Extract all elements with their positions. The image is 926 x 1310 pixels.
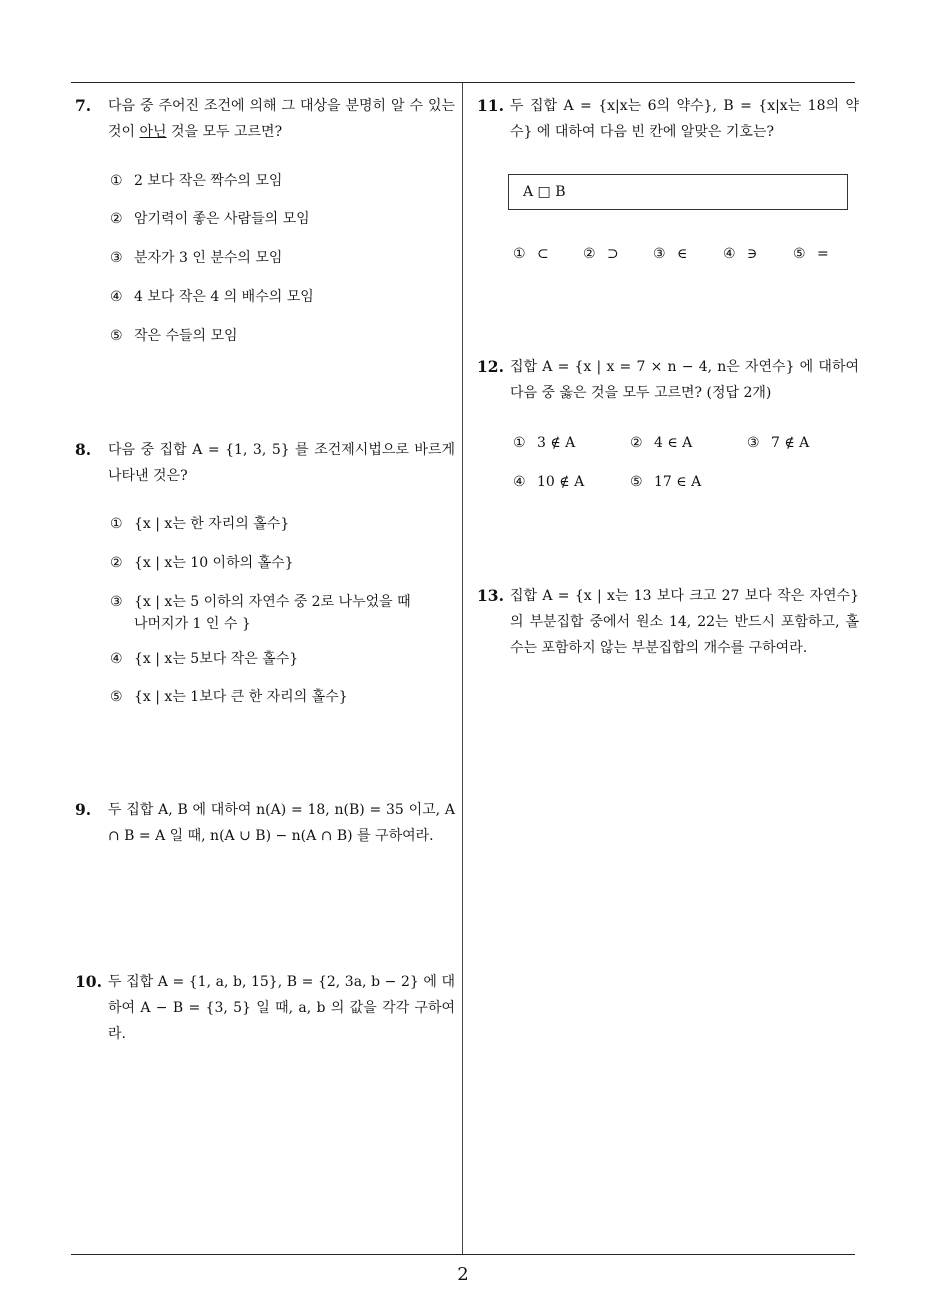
question-text: 두 집합 A, B 에 대하여 n(A) = 18, n(B) = 35 이고, A ∩ B = A 일 때, n(A ∪ B) − n(A ∩ B) 를 구하여라. [108, 802, 455, 844]
top-rule [71, 82, 855, 83]
bottom-rule [71, 1254, 855, 1255]
question-number: 12. [477, 357, 504, 376]
q8-option-2[interactable]: ② {x | x는 10 이하의 홀수} [110, 555, 294, 571]
q11-option-3[interactable]: ③ ∈ [653, 246, 688, 262]
underlined-word: 아닌 [139, 124, 167, 140]
q8-option-5[interactable]: ⑤ {x | x는 1보다 큰 한 자리의 홀수} [110, 689, 348, 705]
q8-option-4[interactable]: ④ {x | x는 5보다 작은 홀수} [110, 651, 299, 667]
question-8 [75, 437, 455, 489]
q11-option-5[interactable]: ⑤ = [793, 246, 829, 262]
q11-option-4[interactable]: ④ ∋ [723, 246, 758, 262]
question-7 [75, 93, 455, 145]
question-text: 집합 A = {x | x = 7 × n − 4, n은 자연수} 에 대하여 다음 중 옳은 것을 모두 고르면? (정답 2개) [510, 359, 859, 401]
question-number: 7. [75, 96, 92, 115]
question-9 [75, 797, 455, 849]
q12-option-4[interactable]: ④ 10 ∉ A [513, 474, 585, 490]
question-text: 두 집합 A = {x|x는 6의 약수}, B = {x|x는 18의 약수} 에 대하여 다음 빈 칸에 알맞은 기호는? [510, 98, 859, 140]
question-text: 다음 중 주어진 조건에 의해 그 대상을 분명히 알 수 있는 것이 아닌 것을 모두 고르면? [108, 98, 455, 140]
q8-option-1[interactable]: ① {x | x는 한 자리의 홀수} [110, 516, 290, 532]
question-10 [75, 969, 455, 1047]
page-number: 2 [457, 1264, 469, 1285]
question-13 [477, 583, 859, 661]
q7-option-5[interactable]: ⑤ 작은 수들의 모임 [110, 328, 238, 344]
question-number: 13. [477, 586, 504, 605]
q12-option-5[interactable]: ⑤ 17 ∈ A [630, 474, 702, 490]
question-number: 9. [75, 800, 92, 819]
q11-option-2[interactable]: ② ⊃ [583, 246, 619, 262]
question-number: 10. [75, 972, 102, 991]
column-divider [462, 83, 463, 1255]
question-text: 다음 중 집합 A = {1, 3, 5} 를 조건제시법으로 바르게 나타낸 것은? [108, 442, 455, 484]
q7-option-1[interactable]: ① 2 보다 작은 짝수의 모임 [110, 173, 283, 189]
question-text: 집합 A = {x | x는 13 보다 크고 27 보다 작은 자연수} 의 부분집합 중에서 원소 14, 22는 반드시 포함하고, 홀수는 포함하지 않는 부분집합의 개수를 구하여라. [510, 588, 859, 656]
question-text: 두 집합 A = {1, a, b, 15}, B = {2, 3a, b − 2} 에 대하여 A − B = {3, 5} 일 때, a, b 의 값을 각각 구하여라. [108, 974, 455, 1042]
blank-box: A □ B [508, 174, 848, 210]
q7-option-2[interactable]: ② 암기력이 좋은 사람들의 모임 [110, 211, 310, 227]
q12-option-2[interactable]: ② 4 ∈ A [630, 435, 693, 451]
question-number: 11. [477, 96, 504, 115]
q7-option-3[interactable]: ③ 분자가 3 인 분수의 모임 [110, 250, 283, 266]
q12-option-3[interactable]: ③ 7 ∉ A [747, 435, 810, 451]
question-11 [477, 93, 859, 145]
question-12 [477, 354, 859, 406]
q8-option-3[interactable]: ③ {x | x는 5 이하의 자연수 중 2로 나누었을 때 나머지가 1 인 수 } [110, 594, 411, 632]
q12-option-1[interactable]: ① 3 ∉ A [513, 435, 576, 451]
q11-option-1[interactable]: ① ⊂ [513, 246, 549, 262]
question-number: 8. [75, 440, 92, 459]
q7-option-4[interactable]: ④ 4 보다 작은 4 의 배수의 모임 [110, 289, 314, 305]
